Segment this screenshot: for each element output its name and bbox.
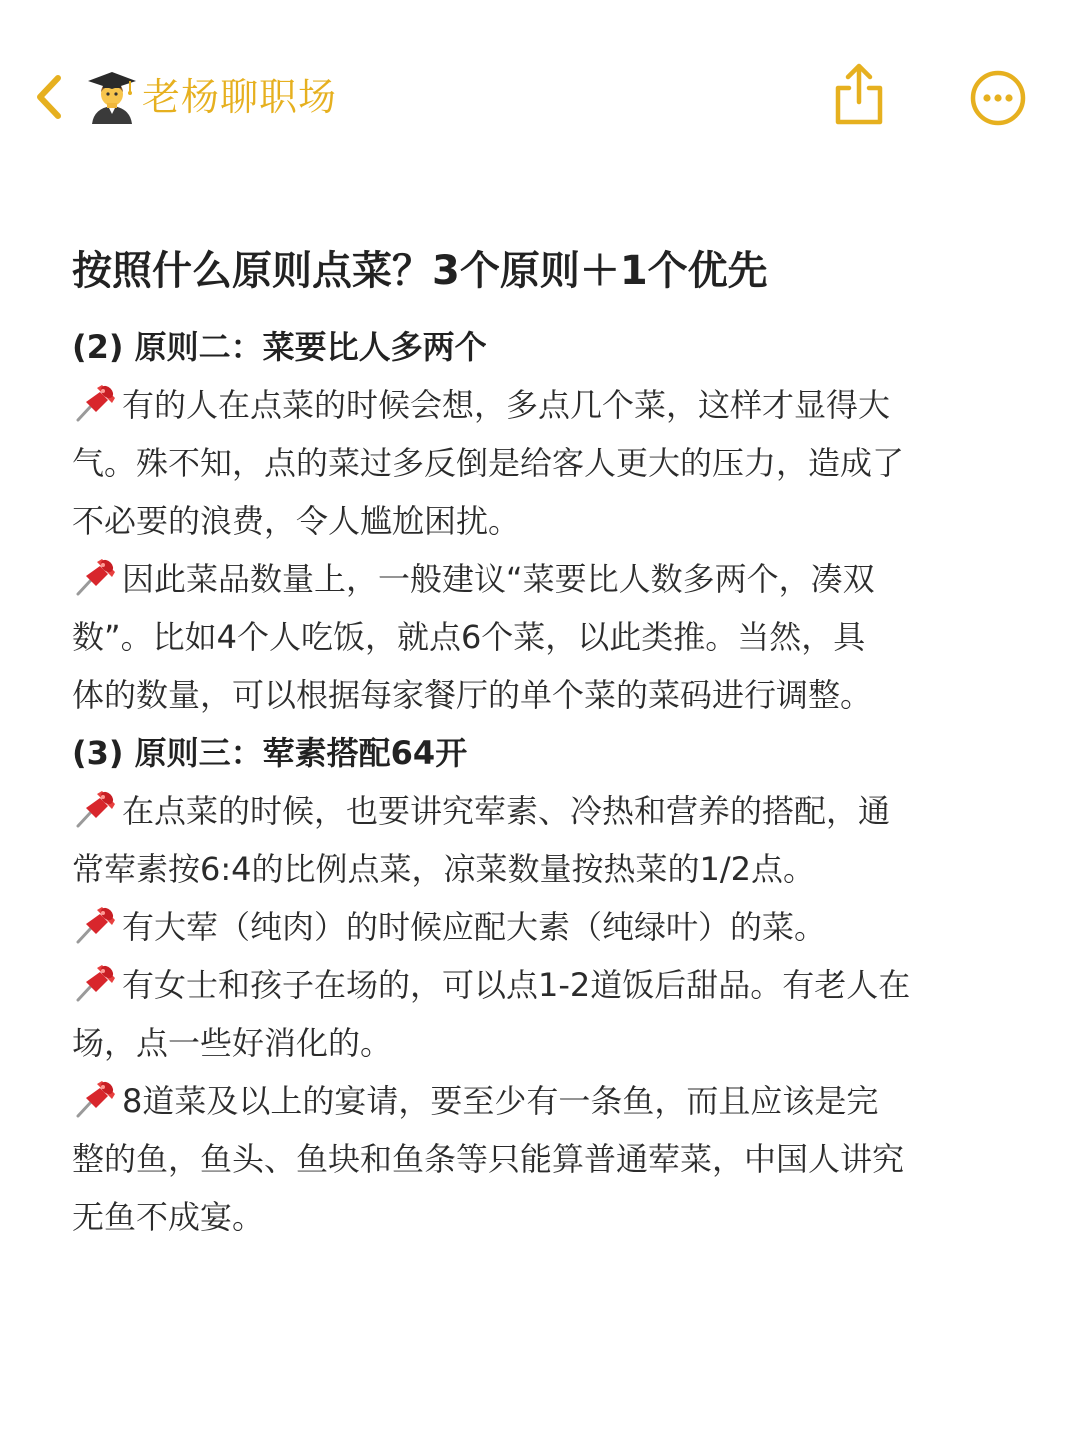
chevron-left-icon [30, 70, 70, 124]
line-text: 8道菜及以上的宴请，要至少有一条鱼，而且应该是完 [122, 1082, 879, 1120]
paragraph-line [72, 956, 1012, 1014]
line-text: 场，点一些好消化的。 [72, 1024, 393, 1062]
paragraph-line [72, 1014, 1012, 1072]
paragraph-line [72, 492, 1012, 550]
paragraph-line [72, 840, 1012, 898]
line-text: 无鱼不成宴。 [72, 1198, 265, 1236]
line-text: 整的鱼，鱼头、鱼块和鱼条等只能算普通荤菜，中国人讲究 [72, 1140, 905, 1178]
line-text: 有女士和孩子在场的，可以点1-2道饭后甜品。有老人在 [122, 966, 911, 1004]
share-icon [830, 62, 888, 126]
line-text: 体的数量，可以根据每家餐厅的单个菜的菜码进行调整。 [72, 676, 873, 714]
line-text: 不必要的浪费，令人尴尬困扰。 [72, 502, 521, 540]
line-text: 气。殊不知，点的菜过多反倒是给客人更大的压力，造成了 [72, 444, 905, 482]
line-text: 有的人在点菜的时候会想，多点几个菜，这样才显得大 [122, 386, 891, 424]
paragraph-line [72, 1188, 1012, 1246]
paragraph-line [72, 1072, 1012, 1130]
paragraph-line [72, 666, 1012, 724]
top-navigation-bar [0, 0, 1080, 190]
share-button[interactable] [830, 62, 888, 126]
pushpin-icon [72, 960, 118, 1004]
line-text: 有大荤（纯肉）的时候应配大素（纯绿叶）的菜。 [122, 908, 827, 946]
section-heading [72, 724, 1012, 782]
pushpin-icon [72, 1076, 118, 1120]
section-heading [72, 318, 1012, 376]
paragraph-line [72, 898, 1012, 956]
paragraph-line [72, 550, 1012, 608]
pushpin-icon [72, 554, 118, 598]
article-title: 按照什么原则点菜？3个原则＋1个优先 [72, 248, 768, 294]
pushpin-icon [72, 786, 118, 830]
line-text: 在点菜的时候，也要讲究荤素、冷热和营养的搭配，通 [122, 792, 891, 830]
paragraph-line [72, 782, 1012, 840]
more-button[interactable] [968, 68, 1028, 128]
graduate-avatar-icon [86, 70, 138, 124]
line-text: (3) 原则三：荤素搭配64开 [72, 734, 468, 772]
line-text: 常荤素按6:4的比例点菜，凉菜数量按热菜的1/2点。 [72, 850, 816, 888]
pushpin-icon [72, 902, 118, 946]
more-icon [968, 68, 1028, 128]
paragraph-line [72, 434, 1012, 492]
account-name[interactable]: 老杨聊职场 [142, 75, 338, 119]
paragraph-line [72, 376, 1012, 434]
line-text: (2) 原则二：菜要比人多两个 [72, 328, 487, 366]
paragraph-line [72, 608, 1012, 666]
line-text: 因此菜品数量上，一般建议“菜要比人数多两个，凑双 [122, 560, 875, 598]
line-text: 数”。比如4个人吃饭，就点6个菜，以此类推。当然，具 [72, 618, 866, 656]
pushpin-icon [72, 380, 118, 424]
article-body [72, 318, 1012, 1246]
paragraph-line [72, 1130, 1012, 1188]
back-button[interactable] [30, 70, 70, 124]
